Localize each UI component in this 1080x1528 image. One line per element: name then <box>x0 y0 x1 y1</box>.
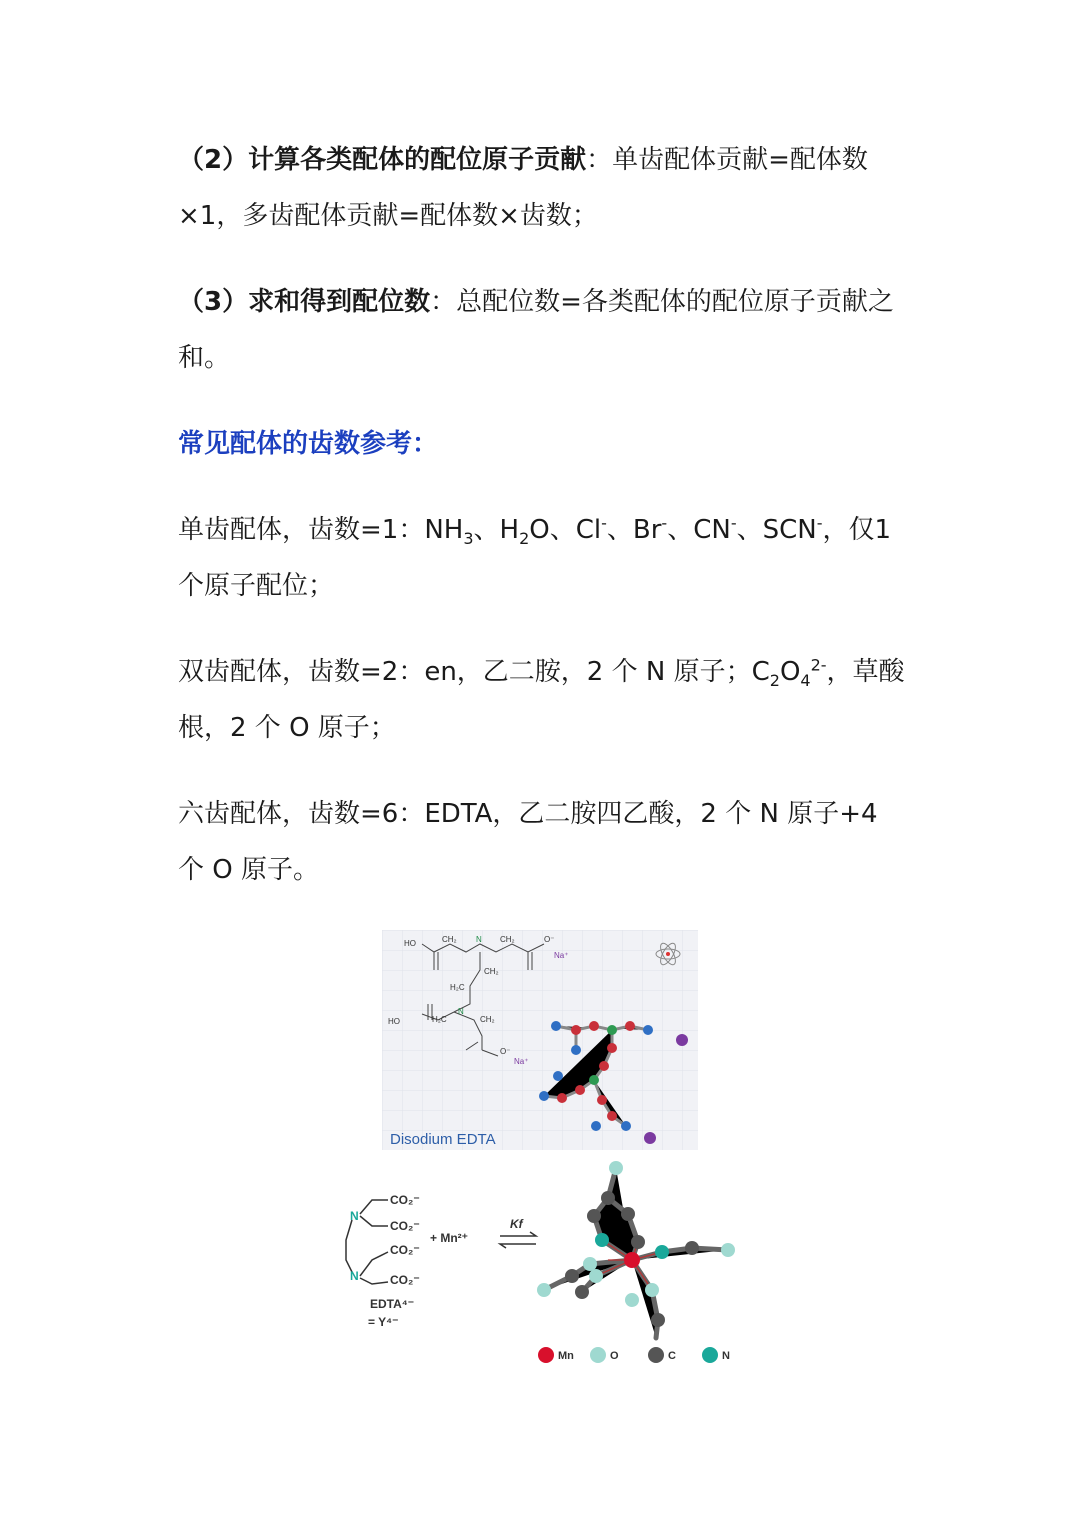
kf-label: Kf <box>510 1217 523 1231</box>
step3-label: （3）求和得到配位数 <box>178 287 431 317</box>
label-ch2-1: CH₂ <box>442 935 457 944</box>
co2-group-2: CO₂⁻ <box>390 1219 420 1233</box>
edta-mn-complex-figure <box>332 1160 752 1376</box>
step3-paragraph <box>178 274 908 386</box>
monodentate-paragraph <box>178 502 908 614</box>
n-label-2: N <box>350 1269 359 1283</box>
step3-text: 总配位数=各类配体的配位原子贡献之和。 <box>178 287 894 373</box>
bi-text-1: O <box>779 657 801 687</box>
label-h2c-2: H₂C <box>432 1015 447 1024</box>
legend-c-swatch <box>648 1347 664 1363</box>
complex-bonds <box>544 1168 728 1338</box>
legend-n-label: N <box>722 1350 730 1362</box>
co2-group-1: CO₂⁻ <box>390 1193 420 1207</box>
complex-atoms <box>537 1161 735 1327</box>
step2-colon: ： <box>586 145 613 175</box>
mono-text-4: 、CN <box>667 515 731 545</box>
mono-text-2: O、Cl <box>529 515 602 545</box>
equilibrium-arrows <box>500 1232 536 1248</box>
disodium-edta-svg <box>382 930 698 1150</box>
label-o-minus-1: O⁻ <box>544 935 555 944</box>
bi-prefix: 双齿配体，齿数=2：en，乙二胺，2 个 N 原子；C <box>178 657 770 687</box>
mn-reagent: + Mn²⁺ <box>430 1231 468 1245</box>
label-o-minus-2: O⁻ <box>500 1047 511 1056</box>
legend-n-swatch <box>702 1347 718 1363</box>
legend-mn-label: Mn <box>558 1350 574 1362</box>
label-ch2-3: CH₂ <box>484 967 499 976</box>
label-ho-2: HO <box>388 1017 400 1026</box>
mono-sup-2: - <box>661 513 668 533</box>
label-h2c-1: H₂C <box>450 983 465 992</box>
mono-sup-4: - <box>816 513 823 533</box>
step3-colon: ： <box>430 287 457 317</box>
mono-sup-1: - <box>601 513 607 533</box>
mono-sub-2: 2 <box>519 529 530 549</box>
step2-text: 单齿配体贡献=配体数×1，多齿配体贡献=配体数×齿数； <box>178 145 868 231</box>
legend-mn-swatch <box>538 1347 554 1363</box>
mono-text-3: 、Br <box>606 515 662 545</box>
step2-label: （2）计算各类配体的配位原子贡献 <box>178 145 587 175</box>
label-ho-1: HO <box>404 939 416 948</box>
y-ion-label: = Y⁴⁻ <box>368 1315 399 1329</box>
co2-group-3: CO₂⁻ <box>390 1243 420 1257</box>
bidentate-paragraph <box>178 644 908 756</box>
legend-o-label: O <box>610 1350 619 1362</box>
label-n-1: N <box>476 935 482 944</box>
mono-text-1: 、H <box>473 515 520 545</box>
legend-o-swatch <box>590 1347 606 1363</box>
label-ch2-2: CH₂ <box>500 935 515 944</box>
mono-text-5: 、SCN <box>736 515 817 545</box>
co2-group-4: CO₂⁻ <box>390 1273 420 1287</box>
mono-sup-3: - <box>730 513 737 533</box>
figure1-caption: Disodium EDTA <box>390 1131 496 1148</box>
mono-prefix: 单齿配体，齿数=1：NH <box>178 515 464 545</box>
step2-paragraph <box>178 132 908 244</box>
hexadentate-paragraph: 六齿配体，齿数=6：EDTA，乙二胺四乙酸，2 个 N 原子+4 个 O 原子。 <box>178 799 878 885</box>
label-na-1: Na⁺ <box>554 951 569 960</box>
edta-ion-label: EDTA⁴⁻ <box>370 1297 415 1311</box>
grid-background <box>382 930 698 1150</box>
mono-text-6: ，仅1个原子配位； <box>178 515 892 601</box>
reference-heading: 常见配体的齿数参考： <box>178 429 439 459</box>
legend-c-label: C <box>668 1350 676 1362</box>
bi-sub-2: 4 <box>800 671 811 691</box>
label-n-2: N <box>458 1007 464 1016</box>
bi-sub-1: 2 <box>769 671 780 691</box>
label-na-2: Na⁺ <box>514 1057 529 1066</box>
n-label-1: N <box>350 1209 359 1223</box>
label-ch2-4: CH₂ <box>480 1015 495 1024</box>
edta-mn-svg <box>332 1160 752 1376</box>
disodium-edta-figure <box>382 930 698 1150</box>
mono-sub-1: 3 <box>463 529 474 549</box>
atom-legend <box>538 1347 730 1363</box>
bi-text-2: ，草酸根，2 个 O 原子； <box>178 657 905 743</box>
bi-sup-1: 2- <box>810 655 827 675</box>
